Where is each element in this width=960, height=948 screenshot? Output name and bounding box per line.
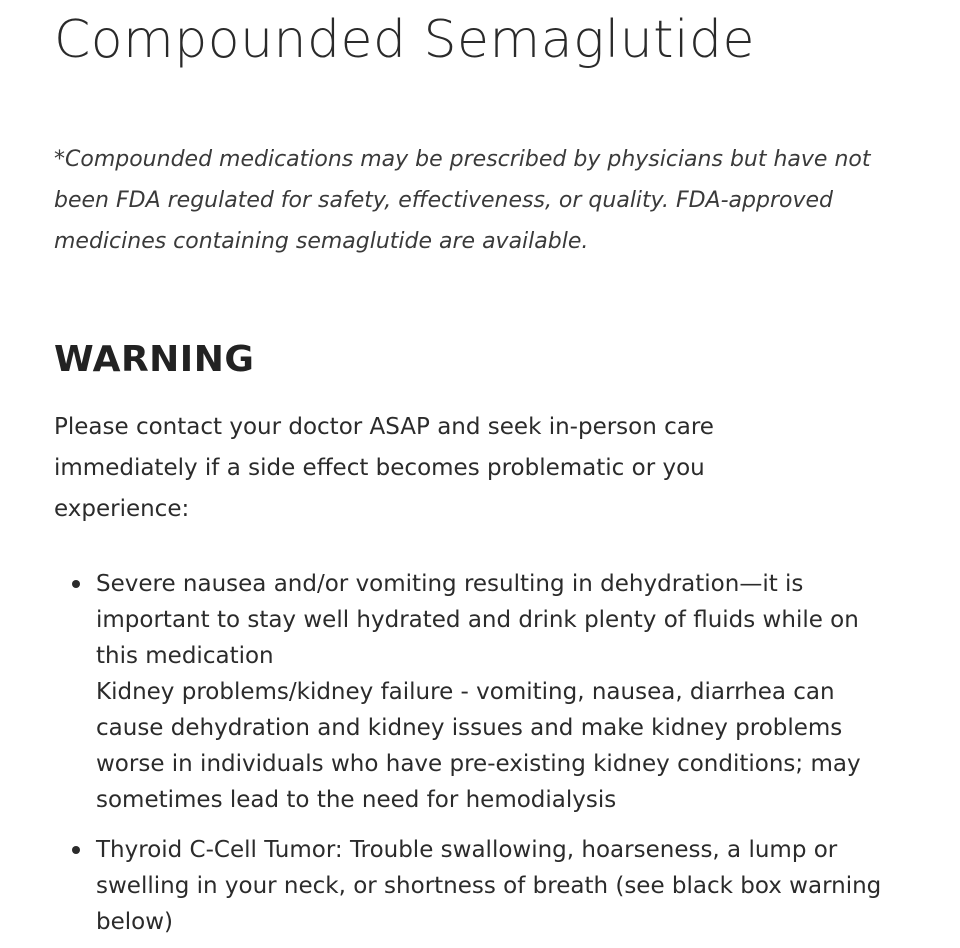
warning-intro: Please contact your doctor ASAP and seek in-person care immediately if a side effect becomes problematic or you experience:: [54, 414, 714, 522]
bullet-icon: [72, 580, 80, 588]
bullet-icon: [72, 846, 80, 854]
page-title: Compounded Semaglutide: [54, 10, 756, 70]
list-item: [96, 832, 896, 940]
warning-heading: WARNING: [54, 339, 255, 380]
warning-list: [54, 566, 900, 940]
disclaimer-text: *Compounded medications may be prescribed by physicians but have not been FDA regulated for safety, effectiveness, or quality. FDA-approved medicines containing semaglutide are available.: [54, 147, 871, 254]
list-item-text: Thyroid C-Cell Tumor: Trouble swallowing, hoarseness, a lump or swelling in your neck, or shortness of breath (see black box warning below): [96, 837, 882, 935]
list-item-text: Kidney problems/kidney failure - vomiting, nausea, diarrhea can cause dehydration and kidney issues and make kidney problems worse in individuals who have pre-existing kidney conditions; may sometimes lead to the need for hemodialysis: [96, 679, 861, 813]
list-item: [96, 566, 896, 818]
list-item-text: Severe nausea and/or vomiting resulting in dehydration—it is important to stay well hydrated and drink plenty of fluids while on this medication: [96, 571, 859, 669]
